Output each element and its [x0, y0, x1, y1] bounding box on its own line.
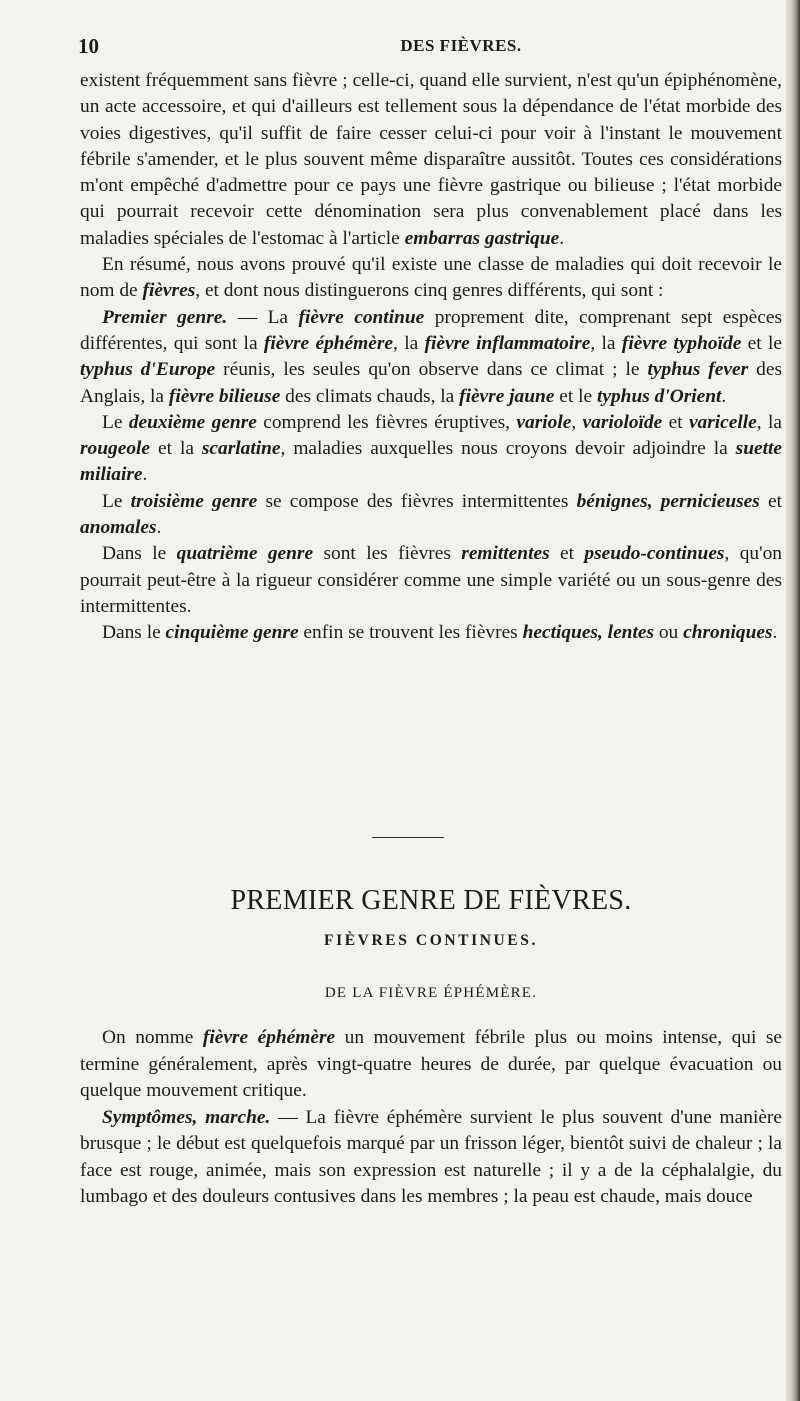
page-header [78, 34, 784, 58]
section-text [80, 1025, 782, 1211]
paragraph-8: On nomme fièvre éphémère un mouvement fébrile plus ou moins intense, qui se termine généralement, après vingt-quatre heures de durée, par quelque évacuation ou quelque mouvement critique. [80, 1027, 782, 1101]
paragraph-3: Premier genre. — La fièvre continue proprement dite, comprenant sept espèces différentes, qui sont la fièvre éphémère, la fièvre inflammatoire, la fièvre typhoïde et le typhus d'Europe réunis, les seules qu'on observe dans ce climat ; le typhus fever des Anglais, la fièvre bilieuse des climats chauds, la fièvre jaune et le typhus d'Orient. [80, 306, 782, 407]
body-text [80, 68, 782, 647]
paragraph-1: existent fréquemment sans fièvre ; celle-ci, quand elle survient, n'est qu'un épiphénomène, un acte accessoire, et qui d'ailleurs est tellement sous la dépendance de l'état morbide des voies digestives, qu'il suffit de faire cesser celui-ci pour voir à l'instant le mouvement fébrile s'amender, et le plus souvent même disparaître aussitôt. Toutes ces considérations m'ont empêché d'admettre pour ce pays une fièvre gastrique ou bilieuse ; l'état morbide qui pourrait recevoir cette dénomination sera plus convenablement placé dans les maladies spéciales de l'estomac à l'article embarras gastrique. [80, 70, 782, 249]
page-number: 10 [78, 34, 99, 58]
paragraph-6: Dans le quatrième genre sont les fièvres remittentes et pseudo-continues, qu'on pourrait peut-être à la rigueur considérer comme une simple variété ou un sous-genre des intermittentes. [80, 543, 782, 617]
paragraph-5: Le troisième genre se compose des fièvres intermittentes bénignes, pernicieuses et anomales. [80, 490, 782, 539]
subsection-title: FIÈVRES CONTINUES. [324, 932, 538, 949]
page-edge-shadow [786, 0, 800, 1401]
paragraph-4: Le deuxième genre comprend les fièvres éruptives, variole, varioloïde et varicelle, la rougeole et la scarlatine, maladies auxquelles nous croyons devoir adjoindre la suette miliaire. [80, 411, 782, 486]
chapter-heading: DE LA FIÈVRE ÉPHÉMÈRE. [324, 985, 538, 1001]
section-divider [372, 837, 444, 838]
running-title: DES FIÈVRES. [400, 36, 522, 55]
section-title: PREMIER GENRE DE FIÈVRES. [230, 885, 632, 916]
paragraph-9: Symptômes, marche. — La fièvre éphémère survient le plus souvent d'une manière brusque ; le début est quelquefois marqué par un frisson léger, bientôt suivi de chaleur ; la face est rouge, animée, mais son expression est naturelle ; il y a de la céphalalgie, du lumbago et des douleurs contusives dans les membres ; la peau est chaude, mais douce [80, 1106, 782, 1207]
paragraph-7: Dans le cinquième genre enfin se trouvent les fièvres hectiques, lentes ou chroniques. [102, 622, 778, 644]
paragraph-2: En résumé, nous avons prouvé qu'il existe une classe de maladies qui doit recevoir le nom de fièvres, et dont nous distinguerons cinq genres différents, qui sont : [80, 254, 782, 302]
